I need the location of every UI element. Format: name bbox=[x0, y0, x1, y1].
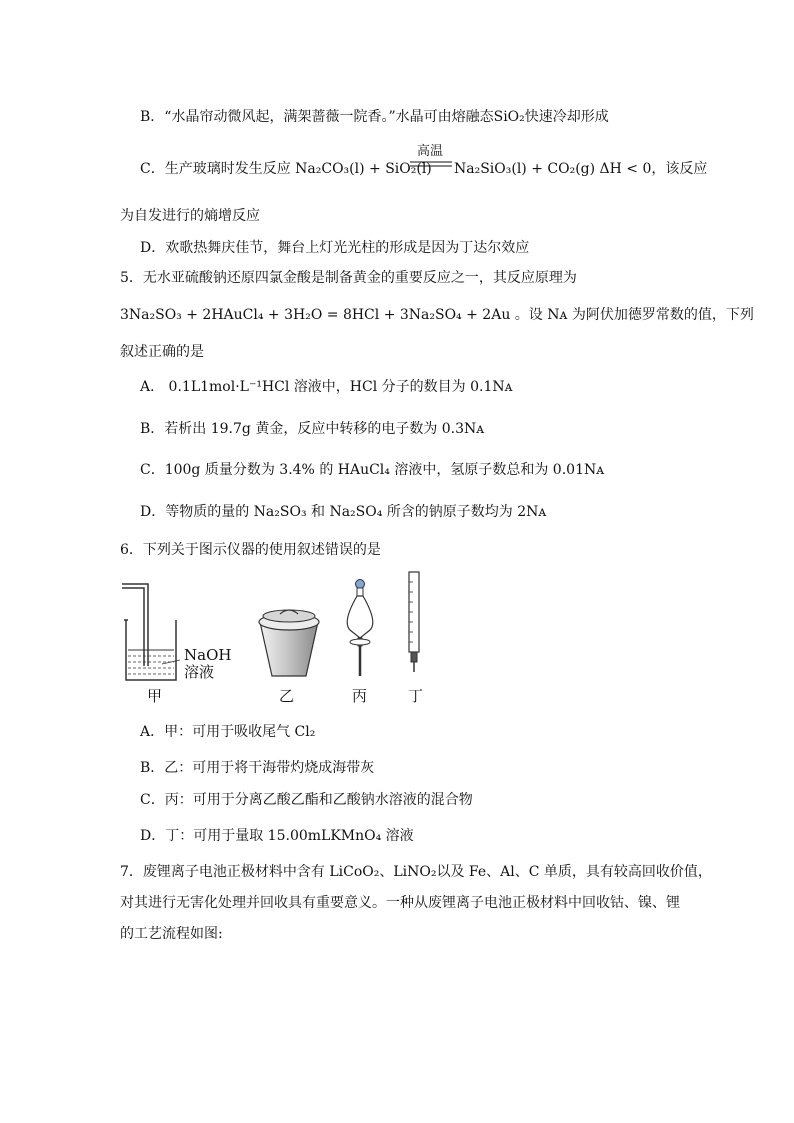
question-7-stem-1: 7．废锂离子电池正极材料中含有 LiCoO₂、LiNO₂以及 Fe、Al、C 单质，具有较高回收价值， bbox=[120, 864, 712, 880]
question-6-option-c: C．丙：可用于分离乙酸乙酯和乙酸钠水溶液的混合物 bbox=[140, 792, 473, 808]
question-5-equation: 3Na₂SO₃ + 2HAuCl₄ + 3H₂O = 8HCl + 3Na₂SO₄ + 2Au 。设 Nᴀ 为阿伏加德罗常数的值，下列 bbox=[120, 307, 754, 323]
naoh-label: NaOH bbox=[184, 646, 232, 664]
label-yi: 乙 bbox=[279, 687, 295, 705]
separatory-funnel-apparatus bbox=[336, 578, 386, 684]
label-bing: 丙 bbox=[352, 687, 368, 705]
high-temp-condition: 高温 bbox=[417, 144, 444, 159]
question-5-option-c: C．100g 质量分数为 3.4% 的 HAuCl₄ 溶液中，氢原子数总和为 0.01Nᴀ bbox=[140, 462, 605, 478]
label-jia: 甲 bbox=[147, 687, 163, 705]
question-5-option-b: B．若析出 19.7g 黄金，反应中转移的电子数为 0.3Nᴀ bbox=[140, 421, 485, 437]
option-c-reaction-start: C．生产玻璃时发生反应 Na₂CO₃(l) + SiO₂(l) bbox=[140, 161, 432, 177]
option-c-reaction-end: Na₂SiO₃(l) + CO₂(g) ΔH < 0，该反应 bbox=[454, 161, 708, 177]
question-5-option-a: A． 0.1L1mol·L⁻¹HCl 溶液中，HCl 分子的数目为 0.1Nᴀ bbox=[140, 379, 513, 395]
option-d-tyndall: D．欢歌热舞庆佳节，舞台上灯光光柱的形成是因为丁达尔效应 bbox=[140, 240, 530, 256]
question-5-stem: 5．无水亚硫酸钠还原四氯金酸是制备黄金的重要反应之一，其反应原理为 bbox=[120, 270, 577, 286]
question-5-prompt: 叙述正确的是 bbox=[120, 344, 204, 360]
question-7-stem-2: 对其进行无害化处理并回收具有重要意义。一种从废锂离子电池正极材料中回收钴、镍、锂 bbox=[120, 895, 680, 911]
option-b-crystal: B．“水晶帘动微风起，满架蔷薇一院香。”水晶可由熔融态SiO₂快速冷却形成 bbox=[140, 109, 609, 125]
burette-apparatus bbox=[400, 568, 430, 680]
question-6-option-b: B．乙：可用于将干海带灼烧成海带灰 bbox=[140, 760, 375, 776]
beaker-apparatus bbox=[118, 580, 238, 690]
question-5-option-d: D．等物质的量的 Na₂SO₃ 和 Na₂SO₄ 所含的钠原子数均为 2Nᴀ bbox=[140, 504, 547, 520]
question-6-option-d: D．丁：可用于量取 15.00mLKMnO₄ 溶液 bbox=[140, 828, 414, 844]
question-6-option-a: A．甲：可用于吸收尾气 Cl₂ bbox=[140, 724, 316, 740]
question-7-stem-3: 的工艺流程如图: bbox=[120, 926, 223, 942]
label-ding: 丁 bbox=[408, 687, 424, 705]
solution-label: 溶液 bbox=[184, 663, 215, 681]
crucible-apparatus bbox=[250, 602, 330, 682]
option-c-continuation: 为自发进行的熵增反应 bbox=[120, 208, 260, 224]
question-6-stem: 6．下列关于图示仪器的使用叙述错误的是 bbox=[120, 542, 381, 558]
equals-sign-icon bbox=[410, 160, 452, 170]
